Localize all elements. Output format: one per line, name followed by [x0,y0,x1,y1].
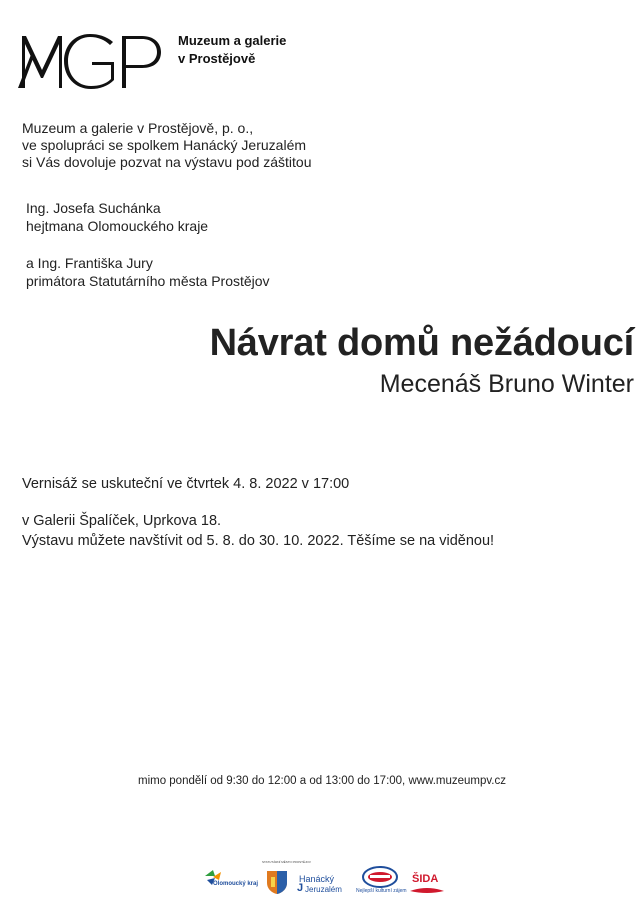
opening-text: Vernisáž se uskuteční ve čtvrtek 4. 8. 2022 v 17:00 [22,476,350,492]
museum-name-line1: Muzeum a galerie [178,33,287,48]
venue-info [22,511,494,551]
invitation-text [22,120,312,171]
hanacky-line1: Hanácký [299,874,335,884]
museum-name [178,32,286,68]
museum-name-line2: v Prostějově [178,51,256,66]
prostejov-logo [262,860,311,896]
venue-text: v Galerii Špalíček, Uprkova 18. [22,513,222,529]
opening-info [22,474,349,494]
prostejov-shield-icon [265,869,289,895]
olomoucky-kraj-text: Olomoucký kraj [213,881,259,887]
opening-hours: mimo pondělí od 9:30 do 12:00 a od 13:00 do 17:00, www.muzeumpv.cz [137,775,507,787]
sida-logo [409,862,447,896]
hanacky-line2: Jeruzalém [305,885,342,894]
patron-2 [26,254,270,290]
prostejov-text: STATUTÁRNÍ MĚSTO PROSTĚJOV [262,860,311,864]
patron-1 [26,199,208,235]
exhibition-title: Návrat domů nežádoucí [209,322,634,364]
patron-name: a Ing. Františka Jury [26,255,153,271]
patron-role: primátora Statutárního města Prostějov [26,273,270,289]
hanacky-bold-j: J [297,882,304,894]
hanacky-jeruzalem-logo [297,862,349,896]
sprava-logo [356,862,406,896]
sida-text: ŠIDA [412,873,439,885]
invitation-line: Muzeum a galerie v Prostějově, p. o., [22,120,254,136]
patron-role: hejtmana Olomouckého kraje [26,218,209,234]
patron-name: Ing. Josefa Suchánka [26,200,161,216]
exhibition-subtitle: Mecenáš Bruno Winter [379,370,634,398]
olomoucky-kraj-logo [203,862,259,896]
sprava-emblem-icon [362,866,398,888]
sprava-text: Nejlepší kulturní zájem [356,888,407,894]
sida-swoosh-icon [409,887,445,895]
invitation-line: si Vás dovoluje pozvat na výstavu pod záštitou [22,154,312,170]
dates-text: Výstavu můžete navštívit od 5. 8. do 30. 10. 2022. Těšíme se na viděnou! [22,533,495,549]
mgp-logo [18,32,164,90]
invitation-line: ve spolupráci se spolkem Hanácký Jeruzalém [22,137,307,153]
